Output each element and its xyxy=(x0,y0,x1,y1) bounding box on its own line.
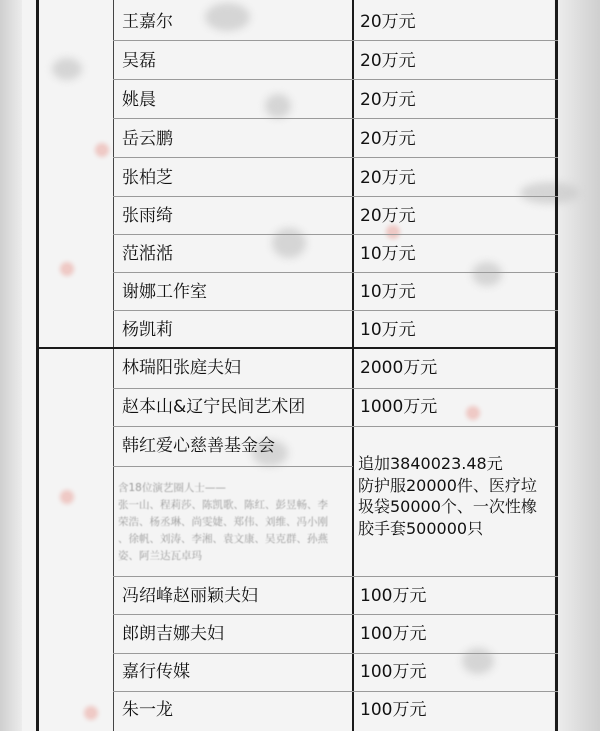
donation-amount: 100万元 xyxy=(360,624,427,644)
blur-patch xyxy=(462,648,494,674)
donor-name: 王嘉尔 xyxy=(122,12,173,32)
row-divider xyxy=(113,388,558,389)
donation-amount: 20万元 xyxy=(360,51,416,71)
donation-amount: 10万元 xyxy=(360,320,416,340)
table-column-divider xyxy=(113,0,114,731)
donation-amount: 10万元 xyxy=(360,282,416,302)
watermark-logo xyxy=(84,706,98,720)
row-divider xyxy=(113,157,558,158)
donor-name: 范湉湉 xyxy=(122,244,173,264)
donation-line: 防护服20000件、医疗垃 xyxy=(358,475,537,495)
foundation-donation-details xyxy=(358,453,554,539)
row-divider xyxy=(113,234,558,235)
page-edge-left xyxy=(0,0,22,731)
watermark-logo xyxy=(95,143,109,157)
donor-name: 林瑞阳张庭夫妇 xyxy=(122,358,241,378)
watermark-logo xyxy=(466,406,480,420)
donation-amount: 20万元 xyxy=(360,206,416,226)
row-divider xyxy=(113,614,558,615)
donation-amount: 100万元 xyxy=(360,700,427,720)
foundation-name: 韩红爱心慈善基金会 xyxy=(122,436,275,456)
blur-patch xyxy=(265,94,291,118)
donor-name: 朱一龙 xyxy=(122,700,173,720)
donation-line: 追加3840023.48元 xyxy=(358,454,503,473)
row-divider xyxy=(113,196,558,197)
table-column-divider xyxy=(352,0,354,731)
donation-line: 圾袋50000个、一次性橡 xyxy=(358,497,537,516)
names-line: 张一山、程莉莎、陈凯歌、陈红、彭昱畅、李 xyxy=(118,499,328,511)
donation-amount: 1000万元 xyxy=(360,397,438,417)
donor-name: 谢娜工作室 xyxy=(122,282,207,302)
page-edge-right xyxy=(554,0,600,731)
names-line: 姿、阿兰达瓦卓玛 xyxy=(118,550,202,562)
table-border-right xyxy=(555,0,558,731)
blur-patch xyxy=(205,3,250,31)
row-divider xyxy=(113,576,558,577)
watermark-logo xyxy=(386,225,400,239)
row-divider xyxy=(113,40,558,41)
row-divider xyxy=(113,426,558,427)
donor-name: 冯绍峰赵丽颖夫妇 xyxy=(122,586,258,606)
donor-name: 吴磊 xyxy=(122,51,156,71)
donor-name: 杨凯莉 xyxy=(122,320,173,340)
donation-amount: 10万元 xyxy=(360,244,416,264)
names-subtitle: 含18位演艺圈人士—— xyxy=(118,482,226,494)
donor-name: 嘉行传媒 xyxy=(122,662,190,682)
donation-amount: 20万元 xyxy=(360,129,416,149)
donor-name: 岳云鹏 xyxy=(122,129,173,149)
names-line: 荣浩、杨丞琳、尚雯婕、郑伟、刘维、冯小刚 xyxy=(118,516,328,528)
donation-amount: 2000万元 xyxy=(360,358,438,378)
donation-amount: 100万元 xyxy=(360,662,427,682)
donation-amount: 20万元 xyxy=(360,168,416,188)
donor-name: 赵本山&辽宁民间艺术团 xyxy=(122,397,306,417)
donor-name: 姚晨 xyxy=(122,90,156,110)
watermark-logo xyxy=(60,490,74,504)
donor-name: 张雨绮 xyxy=(122,206,173,226)
donation-line: 胶手套500000只 xyxy=(358,518,484,538)
table-border-left xyxy=(36,0,39,731)
row-divider xyxy=(113,466,353,467)
row-divider xyxy=(113,653,558,654)
watermark-logo xyxy=(60,262,74,276)
row-divider xyxy=(113,691,558,692)
names-line: 、徐帆、刘涛、李湘、袁文康、吴克群、孙燕 xyxy=(118,533,328,545)
blur-patch xyxy=(472,262,502,286)
donor-name: 张柏芝 xyxy=(122,168,173,188)
celebrity-names-list xyxy=(118,480,350,565)
donation-amount: 20万元 xyxy=(360,90,416,110)
blur-patch xyxy=(272,228,306,258)
blur-patch xyxy=(52,58,82,80)
row-divider xyxy=(113,79,558,80)
row-divider xyxy=(113,118,558,119)
section-divider xyxy=(36,347,558,349)
donation-amount: 100万元 xyxy=(360,586,427,606)
blur-patch xyxy=(520,182,580,204)
row-divider xyxy=(113,272,558,273)
donation-amount: 20万元 xyxy=(360,12,416,32)
row-divider xyxy=(113,310,558,311)
donor-name: 郎朗吉娜夫妇 xyxy=(122,624,224,644)
